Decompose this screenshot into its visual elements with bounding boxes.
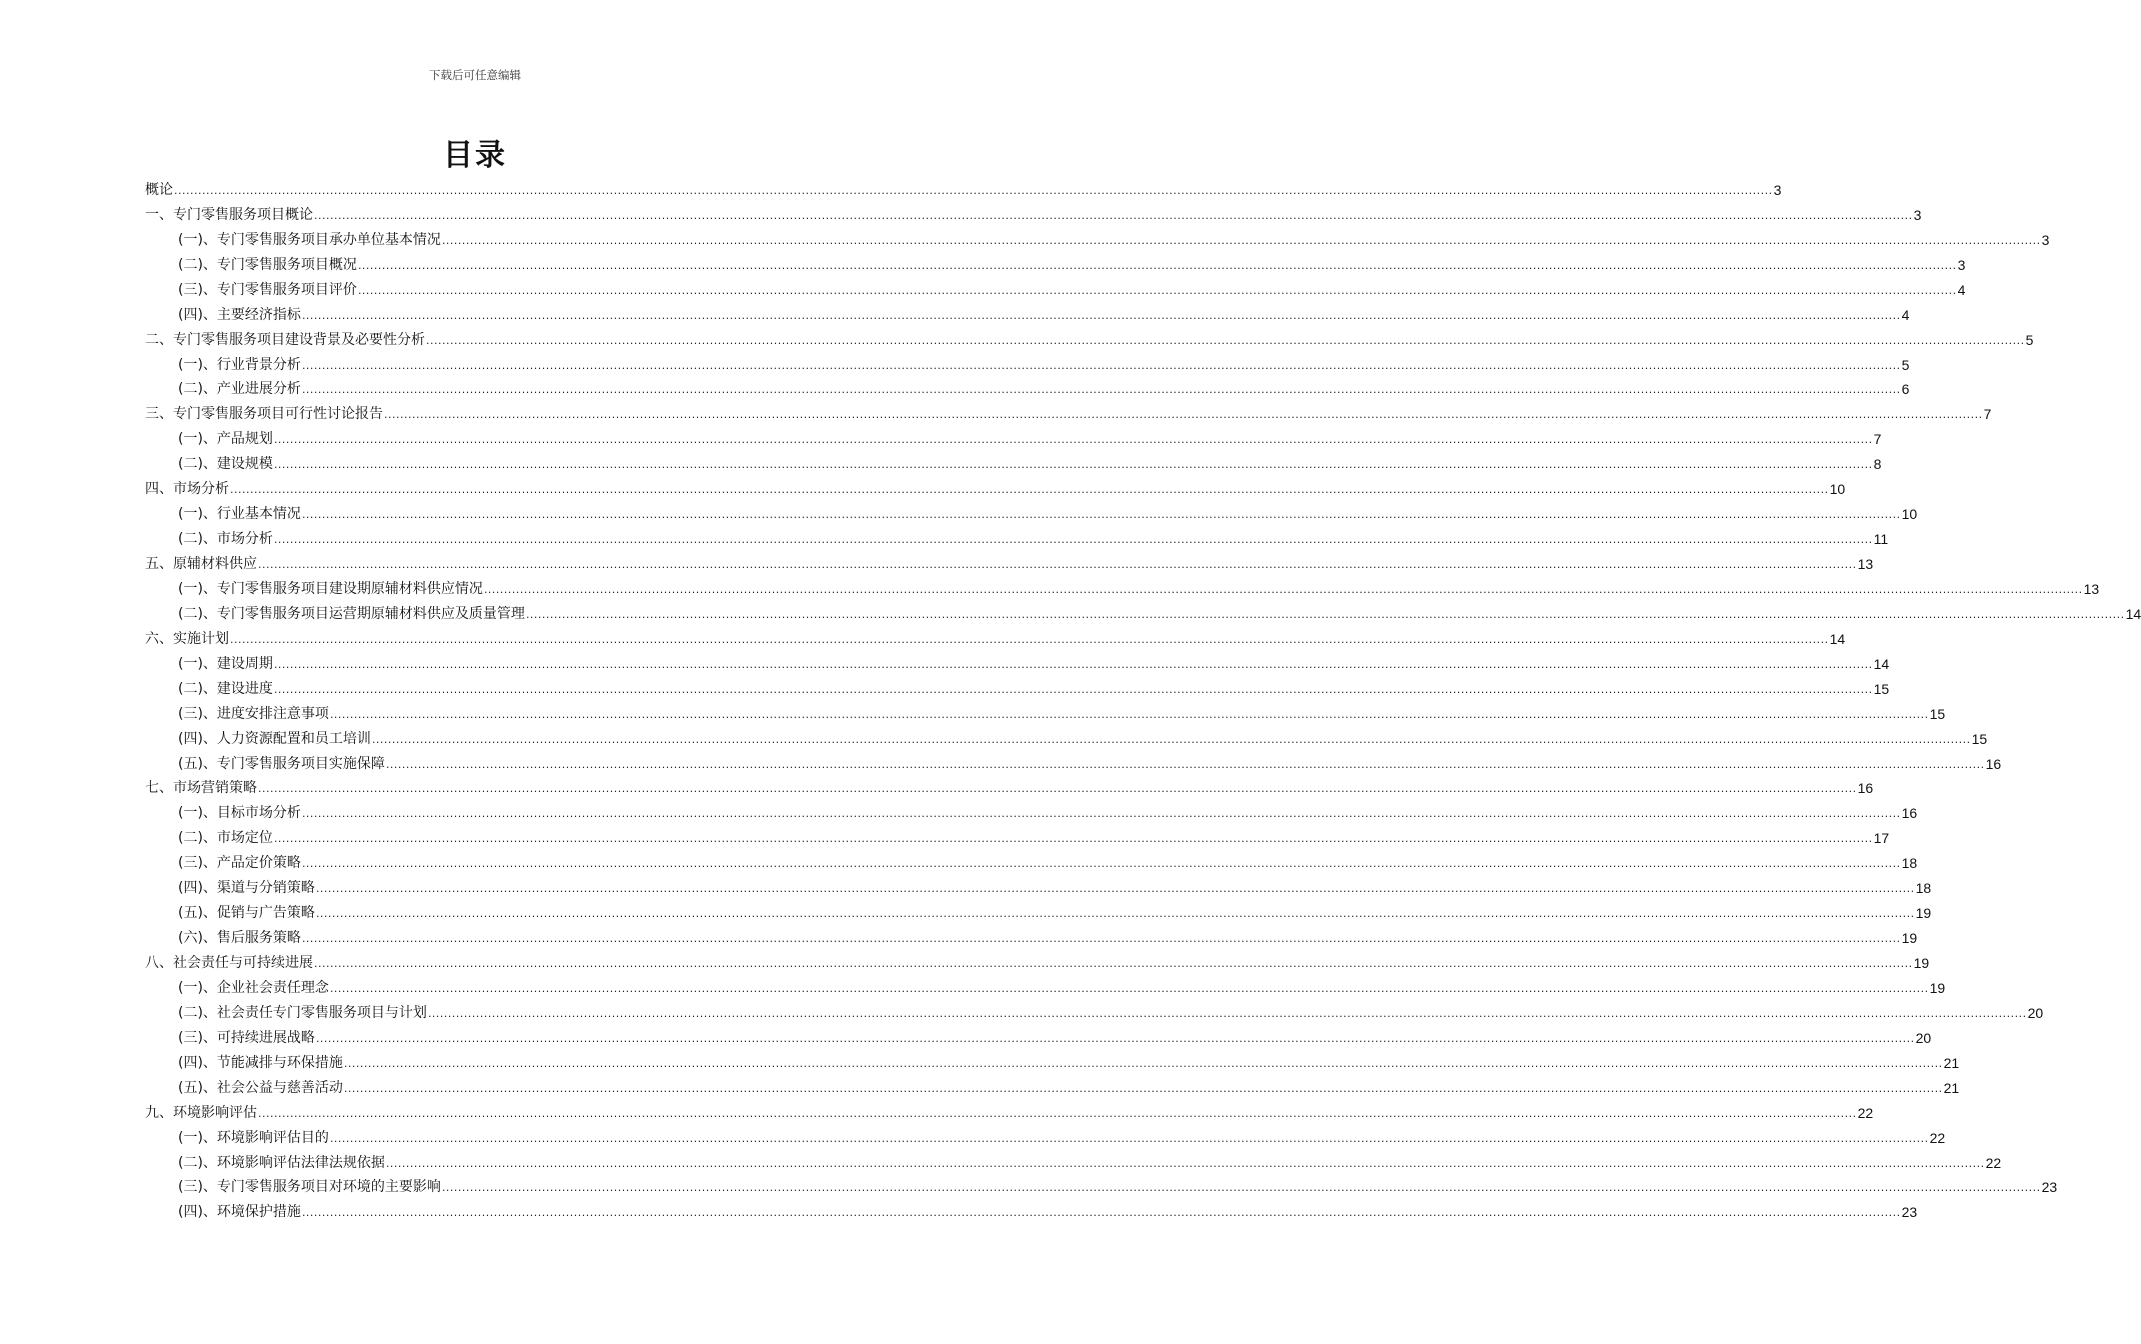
- toc-dot-leader: ................................................................................................................................................................................................................................................................................................................................................................................................................: [343, 1081, 1943, 1095]
- toc-entry-title: 二、专门零售服务项目建设背景及必要性分析: [145, 331, 425, 348]
- toc-page-number: 19: [1915, 905, 1932, 922]
- toc-entry[interactable]: [145, 848, 1918, 873]
- toc-page-number: 18: [1915, 880, 1932, 897]
- toc-dot-leader: ................................................................................................................................................................................................................................................................................................................................................................................................................: [385, 1156, 1985, 1170]
- toc-dot-leader: ................................................................................................................................................................................................................................................................................................................................................................................................................: [343, 1056, 1943, 1070]
- toc-dot-leader: ................................................................................................................................................................................................................................................................................................................................................................................................................: [301, 508, 1901, 522]
- toc-dot-leader: ................................................................................................................................................................................................................................................................................................................................................................................................................: [273, 458, 1873, 472]
- toc-entry-title: (一)、行业背景分析: [178, 356, 301, 373]
- toc-entry[interactable]: [145, 798, 1918, 823]
- toc-dot-leader: ................................................................................................................................................................................................................................................................................................................................................................................................................: [483, 582, 2083, 596]
- toc-entry[interactable]: [145, 674, 1890, 699]
- toc-entry-title: (四)、节能减排与环保措施: [178, 1054, 343, 1071]
- toc-page-number: 19: [1913, 955, 1930, 971]
- toc-page-number: 15: [1929, 705, 1946, 722]
- toc-entry-title: (二)、专门零售服务项目概况: [178, 256, 357, 273]
- toc-page-number: 20: [1915, 1029, 1932, 1046]
- toc-dot-leader: ................................................................................................................................................................................................................................................................................................................................................................................................................: [273, 682, 1873, 696]
- toc-entry-title: (三)、专门零售服务项目对环境的主要影响: [178, 1179, 441, 1196]
- toc-page-number: 21: [1943, 1079, 1960, 1096]
- toc-page-number: 4: [1901, 306, 1910, 323]
- toc-dot-leader: ................................................................................................................................................................................................................................................................................................................................................................................................................: [314, 208, 1913, 222]
- toc-entry-title: (一)、建设周期: [178, 655, 273, 672]
- toc-dot-leader: ................................................................................................................................................................................................................................................................................................................................................................................................................: [301, 807, 1901, 821]
- toc-entry[interactable]: [145, 399, 1992, 424]
- toc-page-number: 22: [1985, 1154, 2002, 1171]
- toc-entry[interactable]: [145, 350, 1910, 375]
- toc-entry[interactable]: [145, 823, 1890, 848]
- toc-page-number: 16: [1985, 755, 2002, 772]
- toc-entry[interactable]: [145, 1098, 1874, 1123]
- toc-page-number: 16: [1901, 805, 1918, 822]
- toc-dot-leader: ................................................................................................................................................................................................................................................................................................................................................................................................................: [258, 558, 1857, 571]
- toc-page-number: 13: [1857, 556, 1874, 572]
- toc-dot-leader: ................................................................................................................................................................................................................................................................................................................................................................................................................: [357, 258, 1957, 272]
- toc-entry[interactable]: [145, 300, 1910, 325]
- toc-entry-title: 六、实施计划: [145, 630, 229, 647]
- page-header: 下载后可任意编辑: [429, 68, 521, 82]
- toc-entry[interactable]: [145, 948, 1930, 973]
- toc-dot-leader: ................................................................................................................................................................................................................................................................................................................................................................................................................: [426, 333, 2025, 347]
- toc-page-number: 23: [2041, 1179, 2058, 1196]
- toc-page-number: 13: [2083, 580, 2100, 597]
- toc-page-number: 23: [1901, 1204, 1918, 1221]
- toc-entry[interactable]: [145, 474, 1846, 499]
- toc-entry[interactable]: [145, 375, 1910, 400]
- toc-entry-title: (四)、环境保护措施: [178, 1204, 301, 1221]
- toc-entry-title: (一)、专门零售服务项目承办单位基本情况: [178, 231, 441, 248]
- toc-page-number: 7: [1983, 406, 1992, 423]
- toc-entry-title: (五)、促销与广告策略: [178, 905, 315, 922]
- toc-dot-leader: ................................................................................................................................................................................................................................................................................................................................................................................................................: [441, 1181, 2041, 1195]
- toc-dot-leader: ................................................................................................................................................................................................................................................................................................................................................................................................................: [525, 607, 2125, 621]
- toc-entry-title: (四)、渠道与分销策略: [178, 880, 315, 897]
- toc-entry-title: 八、社会责任与可持续进展: [145, 955, 313, 971]
- toc-page-number: 18: [1901, 855, 1918, 872]
- toc-entry[interactable]: [145, 873, 1932, 898]
- toc-entry[interactable]: [145, 1048, 1960, 1073]
- toc-entry[interactable]: [145, 1123, 1946, 1148]
- toc-dot-leader: ................................................................................................................................................................................................................................................................................................................................................................................................................: [329, 1131, 1929, 1145]
- toc-entry[interactable]: [145, 749, 2002, 774]
- toc-page-number: 7: [1873, 431, 1882, 448]
- toc-dot-leader: ................................................................................................................................................................................................................................................................................................................................................................................................................: [258, 1106, 1857, 1120]
- toc-entry-title: (二)、专门零售服务项目运营期原辅材料供应及质量管理: [178, 605, 525, 622]
- toc-page-number: 19: [1929, 979, 1946, 996]
- toc-entry[interactable]: [145, 599, 2141, 624]
- toc-entry-title: 三、专门零售服务项目可行性讨论报告: [145, 406, 383, 423]
- toc-dot-leader: ................................................................................................................................................................................................................................................................................................................................................................................................................: [314, 957, 1913, 970]
- toc-dot-leader: ................................................................................................................................................................................................................................................................................................................................................................................................................: [301, 932, 1901, 946]
- toc-entry-title: (五)、专门零售服务项目实施保障: [178, 755, 385, 772]
- toc-page-number: 16: [1857, 780, 1874, 797]
- toc-dot-leader: ................................................................................................................................................................................................................................................................................................................................................................................................................: [301, 857, 1901, 871]
- toc-dot-leader: ................................................................................................................................................................................................................................................................................................................................................................................................................: [315, 907, 1915, 921]
- toc-entry[interactable]: [145, 774, 1874, 799]
- toc-entry-title: (四)、人力资源配置和员工培训: [178, 730, 371, 747]
- toc-entry-title: (一)、专门零售服务项目建设期原辅材料供应情况: [178, 580, 483, 597]
- toc-entry-title: (一)、目标市场分析: [178, 805, 301, 822]
- toc-entry[interactable]: [145, 225, 2050, 250]
- toc-page-number: 3: [1957, 256, 1966, 273]
- toc-entry-title: (一)、环境影响评估目的: [178, 1129, 329, 1146]
- toc-dot-leader: ................................................................................................................................................................................................................................................................................................................................................................................................................: [441, 233, 2041, 247]
- toc-entry-title: (二)、社会责任专门零售服务项目与计划: [178, 1004, 427, 1021]
- toc-page-number: 11: [1873, 531, 1889, 548]
- toc-entry-title: 九、环境影响评估: [145, 1104, 257, 1121]
- toc-dot-leader: ................................................................................................................................................................................................................................................................................................................................................................................................................: [258, 782, 1857, 796]
- toc-dot-leader: ................................................................................................................................................................................................................................................................................................................................................................................................................: [273, 832, 1873, 846]
- table-of-contents: [145, 175, 2141, 1222]
- toc-dot-leader: ................................................................................................................................................................................................................................................................................................................................................................................................................: [273, 433, 1873, 447]
- toc-entry-title: (二)、市场分析: [178, 531, 273, 548]
- toc-entry-title: (三)、产品定价策略: [178, 855, 301, 872]
- toc-page-number: 14: [2125, 605, 2141, 622]
- toc-entry[interactable]: [145, 449, 1882, 474]
- toc-dot-leader: ................................................................................................................................................................................................................................................................................................................................................................................................................: [301, 1206, 1901, 1220]
- toc-entry-title: 五、原辅材料供应: [145, 556, 257, 572]
- toc-entry[interactable]: [145, 1197, 1918, 1222]
- toc-entry[interactable]: [145, 699, 1946, 724]
- toc-entry[interactable]: [145, 973, 1946, 998]
- toc-dot-leader: ................................................................................................................................................................................................................................................................................................................................................................................................................: [301, 308, 1901, 322]
- toc-page-number: 3: [1773, 181, 1782, 198]
- toc-entry[interactable]: [145, 923, 1918, 948]
- toc-page-number: 10: [1901, 506, 1918, 523]
- toc-dot-leader: ................................................................................................................................................................................................................................................................................................................................................................................................................: [371, 732, 1971, 746]
- toc-entry[interactable]: [145, 724, 1988, 749]
- toc-entry[interactable]: [145, 549, 1874, 574]
- toc-page-number: 22: [1857, 1104, 1874, 1121]
- toc-entry-title: (六)、售后服务策略: [178, 930, 301, 947]
- toc-entry-title: (五)、社会公益与慈善活动: [178, 1079, 343, 1096]
- toc-page-number: 10: [1829, 481, 1846, 498]
- toc-dot-leader: ................................................................................................................................................................................................................................................................................................................................................................................................................: [427, 1006, 2027, 1020]
- toc-page-number: 5: [2025, 331, 2034, 348]
- toc-entry[interactable]: [145, 1073, 1960, 1098]
- toc-entry[interactable]: [145, 200, 1922, 225]
- toc-entry[interactable]: [145, 499, 1918, 524]
- toc-page-number: 15: [1873, 680, 1890, 697]
- toc-dot-leader: ................................................................................................................................................................................................................................................................................................................................................................................................................: [357, 283, 1957, 297]
- toc-dot-leader: ................................................................................................................................................................................................................................................................................................................................................................................................................: [230, 632, 1829, 646]
- toc-page-number: 21: [1943, 1054, 1960, 1071]
- toc-page-number: 6: [1901, 381, 1910, 398]
- toc-entry-title: (三)、可持续进展战略: [178, 1029, 315, 1046]
- toc-entry[interactable]: [145, 175, 1782, 200]
- toc-entry[interactable]: [145, 275, 1966, 300]
- toc-entry-title: (二)、市场定位: [178, 830, 273, 847]
- toc-entry-title: (二)、建设进度: [178, 680, 273, 697]
- toc-entry-title: (二)、建设规模: [178, 456, 273, 473]
- toc-entry[interactable]: [145, 649, 1890, 674]
- toc-page-number: 5: [1901, 356, 1910, 373]
- toc-entry-title: (二)、环境影响评估法律法规依据: [178, 1154, 385, 1171]
- toc-page-number: 4: [1957, 281, 1966, 298]
- toc-entry[interactable]: [145, 998, 2044, 1023]
- toc-page-number: 19: [1901, 930, 1918, 947]
- toc-entry[interactable]: [145, 1173, 2058, 1198]
- toc-page-number: 3: [2041, 231, 2050, 248]
- toc-entry-title: 四、市场分析: [145, 481, 229, 498]
- toc-entry-title: (三)、进度安排注意事项: [178, 705, 329, 722]
- toc-entry-title: 一、专门零售服务项目概论: [145, 206, 313, 223]
- toc-entry-title: (一)、产品规划: [178, 431, 273, 448]
- toc-entry[interactable]: [145, 1023, 1932, 1048]
- toc-entry-title: 七、市场营销策略: [145, 780, 257, 797]
- toc-page-number: 3: [1913, 206, 1922, 223]
- toc-page-number: 22: [1929, 1129, 1946, 1146]
- toc-entry-title: (一)、行业基本情况: [178, 506, 301, 523]
- toc-page-number: 20: [2027, 1004, 2044, 1021]
- toc-entry[interactable]: [145, 325, 2034, 350]
- toc-dot-leader: ................................................................................................................................................................................................................................................................................................................................................................................................................: [273, 657, 1873, 671]
- toc-dot-leader: ................................................................................................................................................................................................................................................................................................................................................................................................................: [230, 483, 1829, 497]
- page-title: 目录: [443, 138, 507, 173]
- toc-dot-leader: ................................................................................................................................................................................................................................................................................................................................................................................................................: [385, 757, 1985, 771]
- toc-page-number: 15: [1971, 730, 1988, 747]
- toc-dot-leader: ................................................................................................................................................................................................................................................................................................................................................................................................................: [329, 981, 1929, 995]
- toc-dot-leader: ................................................................................................................................................................................................................................................................................................................................................................................................................: [315, 1031, 1915, 1045]
- toc-entry-title: (一)、企业社会责任理念: [178, 979, 329, 996]
- toc-page-number: 14: [1829, 630, 1846, 647]
- toc-page-number: 8: [1873, 456, 1882, 473]
- toc-dot-leader: ................................................................................................................................................................................................................................................................................................................................................................................................................: [384, 408, 1983, 422]
- toc-dot-leader: ................................................................................................................................................................................................................................................................................................................................................................................................................: [174, 183, 1773, 197]
- toc-page-number: 17: [1873, 830, 1890, 847]
- toc-entry[interactable]: [145, 250, 1966, 275]
- toc-entry-title: 概论: [145, 181, 173, 198]
- toc-dot-leader: ................................................................................................................................................................................................................................................................................................................................................................................................................: [301, 383, 1901, 397]
- toc-page-number: 14: [1873, 655, 1890, 672]
- toc-entry[interactable]: [145, 574, 2100, 599]
- toc-entry-title: (二)、产业进展分析: [178, 381, 301, 398]
- toc-entry-title: (四)、主要经济指标: [178, 306, 301, 323]
- toc-dot-leader: ................................................................................................................................................................................................................................................................................................................................................................................................................: [301, 358, 1901, 372]
- toc-dot-leader: ................................................................................................................................................................................................................................................................................................................................................................................................................: [329, 707, 1929, 721]
- toc-entry[interactable]: [145, 898, 1932, 923]
- toc-dot-leader: ................................................................................................................................................................................................................................................................................................................................................................................................................: [273, 533, 1873, 547]
- toc-entry[interactable]: [145, 424, 1882, 449]
- toc-dot-leader: ................................................................................................................................................................................................................................................................................................................................................................................................................: [315, 882, 1915, 896]
- toc-entry[interactable]: [145, 1148, 2002, 1173]
- toc-entry-title: (三)、专门零售服务项目评价: [178, 281, 357, 298]
- toc-entry[interactable]: [145, 524, 1889, 549]
- toc-entry[interactable]: [145, 624, 1846, 649]
